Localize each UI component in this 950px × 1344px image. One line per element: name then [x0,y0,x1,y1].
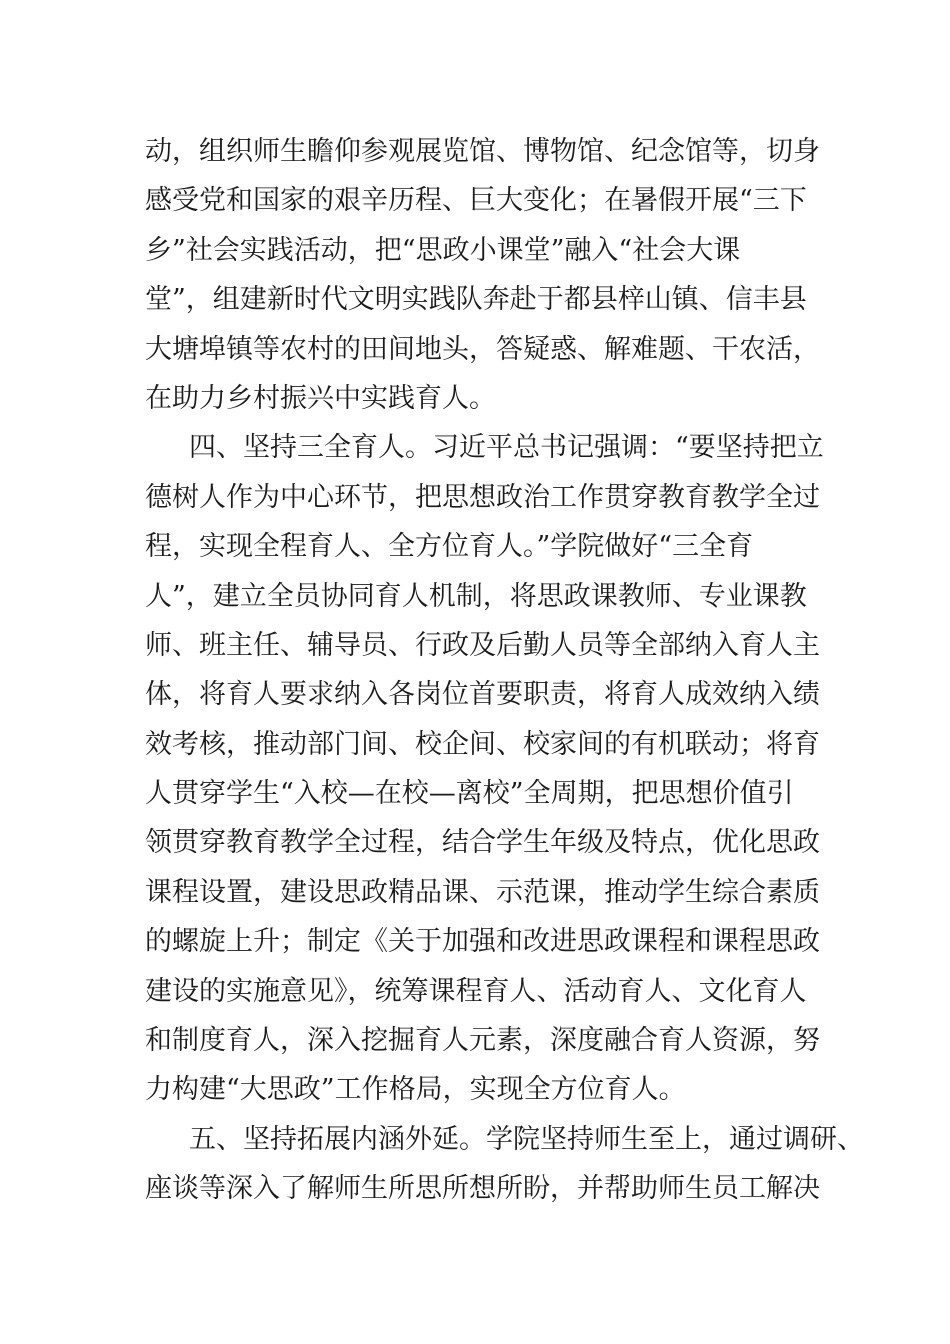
text-line: 人”，建立全员协同育人机制，将思政课教师、专业课教 [145,580,807,612]
text-line: 和制度育人，深入挖掘育人元素，深度融合育人资源，努 [145,1025,820,1057]
text-line: 人贯穿学生“入校—在校—离校”全周期，把思想价值引 [145,778,794,810]
paragraph-start-line: 五、坚持拓展内涵外延。学院坚持师生至上，通过调研、 [189,1123,864,1155]
document-body [145,127,864,1214]
text-line: 堂”，组建新时代文明实践队奔赴于都县梓山镇、信丰县 [145,284,807,316]
text-line: 程，实现全程育人、全方位育人。”学院做好“三全育 [145,531,754,563]
text-line: 领贯穿教育教学全过程，结合学生年级及特点，优化思政 [145,827,820,859]
text-line: 师、班主任、辅导员、行政及后勤人员等全部纳入育人主 [145,629,820,661]
text-line: 乡”社会实践活动，把“思政小课堂”融入“社会大课 [145,234,741,266]
text-line: 效考核，推动部门间、校企间、校家间的有机联动；将育 [145,728,820,760]
paragraph-start-line: 四、坚持三全育人。习近平总书记强调：“要坚持把立 [189,432,824,464]
text-line: 力构建“大思政”工作格局，实现全方位育人。 [145,1074,686,1106]
text-line: 动，组织师生瞻仰参观展览馆、博物馆、纪念馆等，切身 [145,136,820,167]
text-line: 感受党和国家的艰辛历程、巨大变化；在暑假开展“三下 [145,185,807,217]
text-line: 德树人作为中心环节，把思想政治工作贯穿教育教学全过 [145,481,820,513]
text-line: 的螺旋上升；制定《关于加强和改进思政课程和课程思政 [145,926,820,958]
text-line: 课程设置，建设思政精品课、示范课，推动学生综合素质 [145,876,820,908]
text-line: 大塘埠镇等农村的田间地头，答疑惑、解难题、干农活， [145,333,820,365]
text-line: 座谈等深入了解师生所思所想所盼，并帮助师生员工解决 [145,1173,820,1205]
text-line: 建设的实施意见》，统筹课程育人、活动育人、文化育人 [145,975,807,1007]
text-line: 体，将育人要求纳入各岗位首要职责，将育人成效纳入绩 [145,679,820,711]
text-line: 在助力乡村振兴中实践育人。 [145,382,496,414]
